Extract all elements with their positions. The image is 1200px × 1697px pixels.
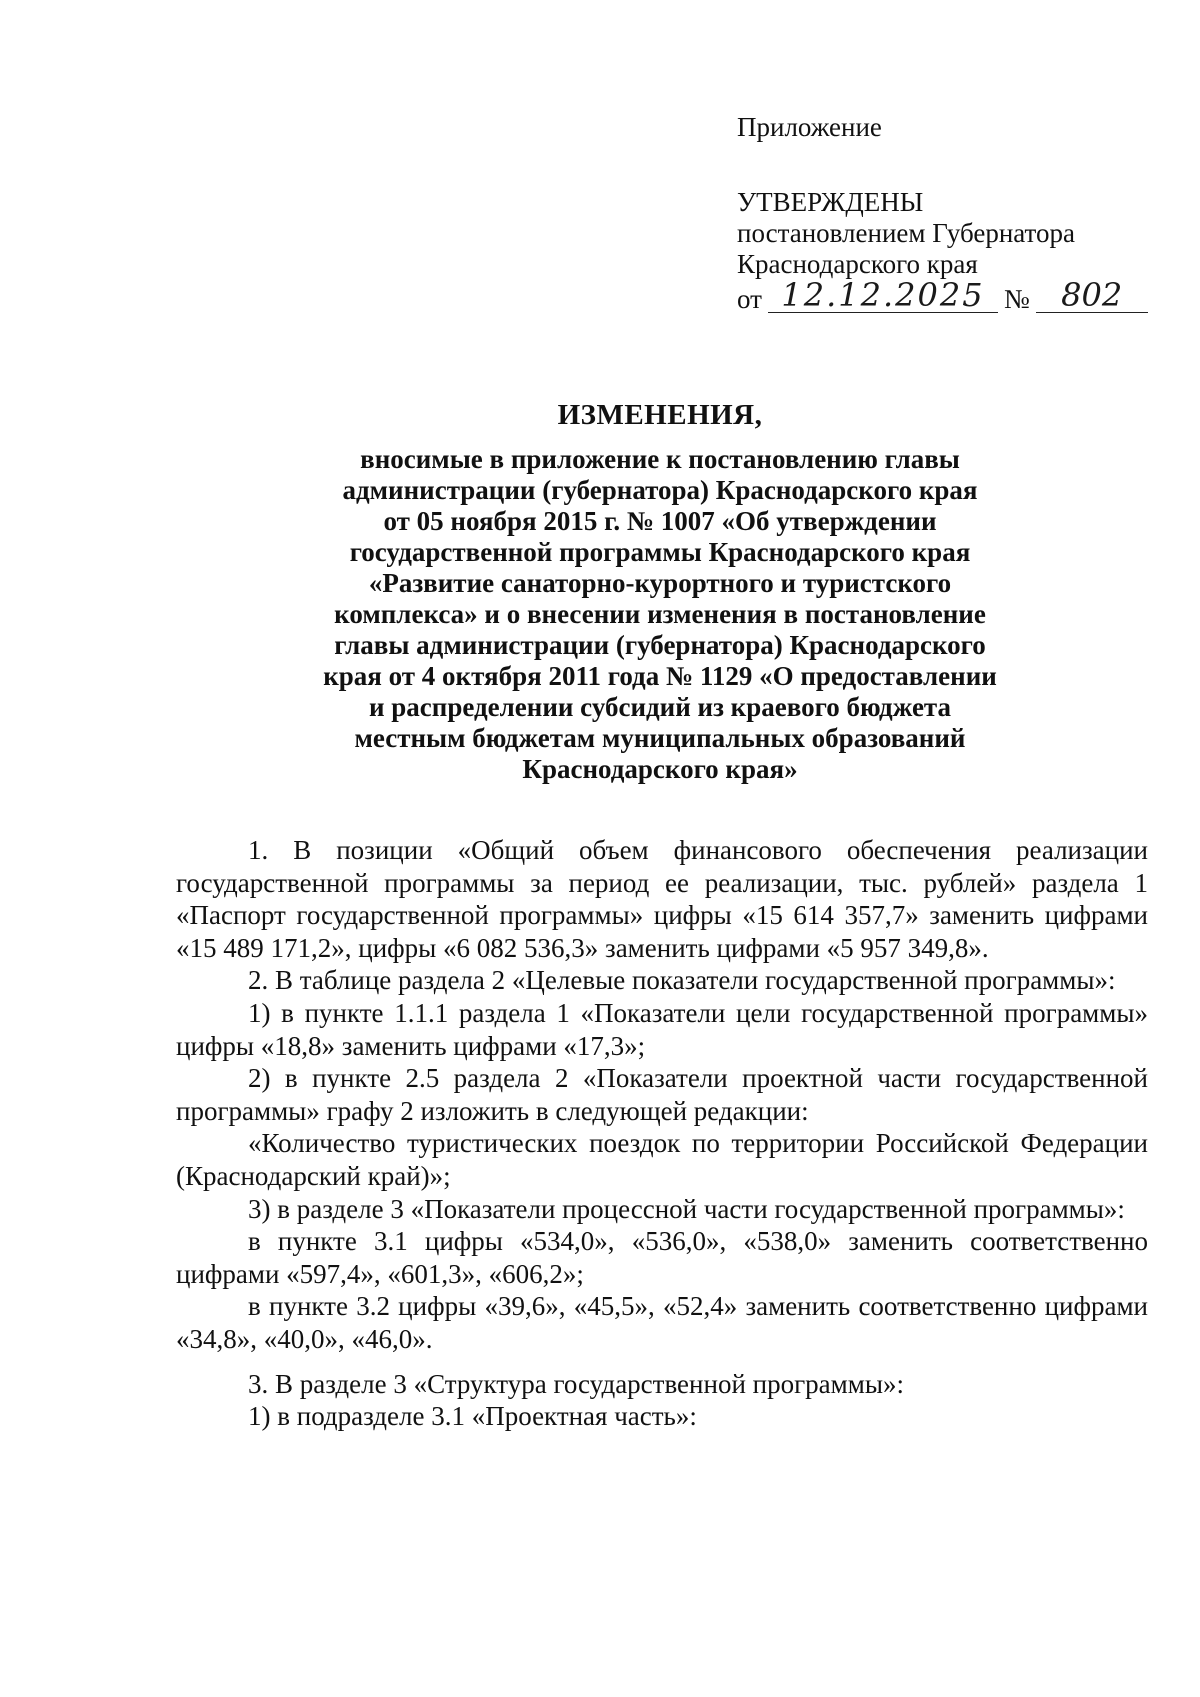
- title-line: администрации (губернатора) Краснодарского края: [342, 475, 978, 505]
- approved-by-line-1: постановлением Губернатора: [737, 218, 1075, 248]
- handwritten-number: 802: [1036, 278, 1148, 313]
- title-line: от 05 ноября 2015 г. № 1007 «Об утверждении: [383, 506, 937, 536]
- paragraph-point-3-1: в пункте 3.1 цифры «534,0», «536,0», «538,0» заменить соответственно цифрами «597,4», «601,3», «606,2»;: [176, 1226, 1148, 1289]
- date-number-line: [737, 276, 1157, 315]
- title-line: комплекса» и о внесении изменения в постановление: [334, 599, 986, 629]
- title-line: края от 4 октября 2011 года № 1129 «О предоставлении: [323, 661, 997, 691]
- approved-label: УТВЕРЖДЕНЫ: [737, 187, 924, 217]
- title-line: и распределении субсидий из краевого бюджета: [368, 692, 952, 722]
- paragraph-quote: «Количество туристических поездок по территории Российской Федерации (Краснодарский край)»;: [176, 1128, 1148, 1191]
- paragraph-item-3: 3. В разделе 3 «Структура государственной программы»:: [248, 1368, 904, 1399]
- approved-by-line-2: Краснодарского края: [737, 249, 978, 279]
- paragraph-item-1: 1. В позиции «Общий объем финансового обеспечения реализации государственной программы за период ее реализации, тыс. рублей» раздела 1 «Паспорт государственной программы» цифры «15 614 357,7» заменить цифрами «15 489 171,2», цифры «6 082 536,3» заменить цифрами «5 957 349,8».: [176, 835, 1148, 963]
- approval-block: [737, 112, 1157, 315]
- paragraph-subitem-3: 3) в разделе 3 «Показатели процессной части государственной программы»:: [248, 1193, 1125, 1224]
- title-line: государственной программы Краснодарского края: [349, 537, 971, 567]
- paragraph-subitem-1: 1) в пункте 1.1.1 раздела 1 «Показатели цели государственной программы» цифры «18,8» заменить цифрами «17,3»;: [176, 997, 1148, 1061]
- paragraph-subitem-2: 2) в пункте 2.5 раздела 2 «Показатели проектной части государственной программы» графу 2 изложить в следующей редакции:: [176, 1063, 1148, 1126]
- paragraph-item-2: 2. В таблице раздела 2 «Целевые показатели государственной программы»:: [248, 965, 1116, 996]
- paragraph-subitem-3-1: 1) в подразделе 3.1 «Проектная часть»:: [248, 1401, 697, 1432]
- title-line: местным бюджетам муниципальных образований: [354, 723, 966, 753]
- date-prefix: от: [737, 284, 762, 314]
- title-line: Краснодарского края»: [522, 754, 798, 784]
- paragraph-point-3-2: в пункте 3.2 цифры «39,6», «45,5», «52,4» заменить соответственно цифрами «34,8», «40,0», «46,0».: [176, 1291, 1148, 1354]
- number-prefix: №: [1003, 284, 1030, 314]
- title-line: главы администрации (губернатора) Краснодарского: [334, 630, 986, 660]
- annex-label: Приложение: [737, 112, 882, 142]
- title-heading: ИЗМЕНЕНИЯ,: [557, 399, 763, 431]
- handwritten-date: 12.12.2025: [768, 278, 998, 313]
- title-line: вносимые в приложение к постановлению главы: [360, 444, 960, 474]
- document-title: [200, 400, 1120, 785]
- document-body: [176, 834, 1148, 1433]
- title-line: «Развитие санаторно-курортного и туристского: [368, 568, 952, 598]
